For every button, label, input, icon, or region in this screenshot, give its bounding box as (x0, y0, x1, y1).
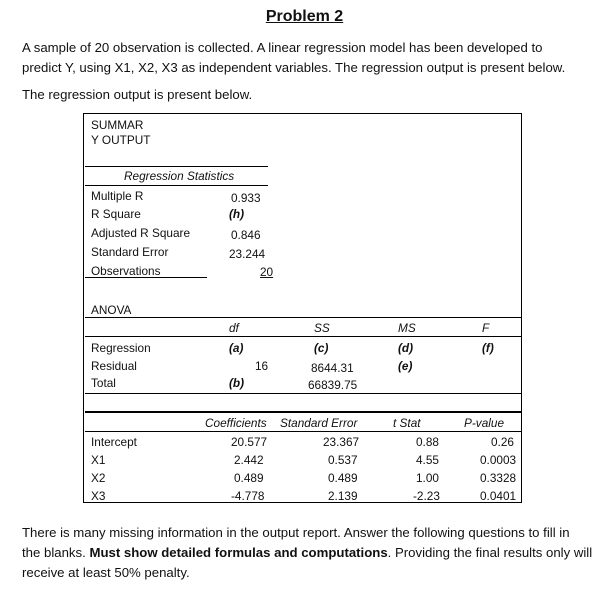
regstats-label-r-square: R Square (91, 207, 141, 221)
regstats-label-observations: Observations (91, 264, 161, 278)
anova-row-regression-df: (a) (229, 341, 244, 355)
regstats-value-std-error: 23.244 (229, 247, 266, 261)
coef-row-x1-coef: 2.442 (234, 453, 264, 467)
regstats-label-std-error: Standard Error (91, 245, 169, 259)
footer-line-3: receive at least 50% penalty. (22, 565, 190, 580)
anova-label: ANOVA (91, 303, 132, 317)
intro-line-3: The regression output is present below. (22, 87, 253, 102)
regstats-header: Regression Statistics (124, 169, 235, 183)
coef-header-std-error: Standard Error (280, 416, 358, 430)
footer-line-1: There is many missing information in the output report. Answer the following questions to fill in (22, 525, 570, 540)
coef-header-t-stat: t Stat (393, 416, 421, 430)
regstats-value-observations: 20 (260, 265, 274, 279)
anova-row-residual-df: 16 (255, 359, 269, 373)
anova-row-regression-ms: (d) (398, 341, 414, 355)
anova-row-residual-label: Residual (91, 359, 137, 373)
regstats-label-multiple-r: Multiple R (91, 189, 144, 203)
regstats-value-adj-r-square: 0.846 (231, 228, 261, 242)
footer-line-2 (22, 543, 592, 563)
anova-row-residual-ms: (e) (398, 359, 413, 373)
anova-row-regression-label: Regression (91, 341, 151, 355)
anova-header-ss: SS (314, 321, 330, 335)
page-title: Problem 2 (265, 8, 344, 25)
summary-line-2: Y OUTPUT (91, 133, 151, 147)
coef-row-intercept-label: Intercept (91, 435, 137, 449)
footer-line-2-bold: Must show detailed formulas and computations (89, 545, 388, 560)
coef-row-x3-coef: -4.778 (231, 489, 265, 503)
regstats-top-line (85, 166, 268, 167)
coef-row-x2-se: 0.489 (328, 471, 358, 485)
coef-row-x3-label: X3 (91, 489, 106, 503)
anova-row-residual-ss: 8644.31 (311, 361, 354, 375)
footer-line-2-pre: the blanks. (22, 545, 90, 560)
coef-header-coefficients: Coefficients (205, 416, 267, 430)
regstats-header-line (85, 185, 268, 186)
coef-row-x1-label: X1 (91, 453, 106, 467)
coef-row-x3-p: 0.0401 (480, 489, 517, 503)
coef-row-x3-t: -2.23 (413, 489, 440, 503)
intro-line-2: predict Y, using X1, X2, X3 as independent variables. The regression output is present below. (22, 60, 566, 75)
coef-row-x1-t: 4.55 (416, 453, 439, 467)
coef-row-intercept-coef: 20.577 (231, 435, 268, 449)
anova-header-df: df (229, 321, 239, 335)
regstats-bottom-line (85, 277, 207, 278)
coef-header-p-value: P-value (464, 416, 504, 430)
coef-row-x1-p: 0.0003 (480, 453, 517, 467)
coef-top-line (85, 411, 522, 413)
coef-row-x2-coef: 0.489 (234, 471, 264, 485)
coef-row-intercept-se: 23.367 (323, 435, 360, 449)
coef-row-x1-se: 0.537 (328, 453, 358, 467)
coef-row-x2-p: 0.3328 (480, 471, 517, 485)
summary-line-1: SUMMAR (91, 118, 144, 132)
anova-bottom-line (85, 393, 522, 394)
regstats-label-adj-r-square: Adjusted R Square (91, 226, 191, 240)
coef-row-intercept-p: 0.26 (491, 435, 514, 449)
anova-row-regression-ss: (c) (314, 341, 329, 355)
anova-header-f: F (482, 321, 490, 335)
coef-row-x3-se: 2.139 (328, 489, 358, 503)
anova-header-line (85, 336, 522, 337)
coef-row-x2-t: 1.00 (416, 471, 439, 485)
intro-line-1: A sample of 20 observation is collected. A linear regression model has been developed to (22, 40, 543, 55)
anova-row-total-df: (b) (229, 376, 245, 390)
footer-line-2-post: . Providing the final results only will (387, 545, 593, 560)
regstats-value-r-square: (h) (229, 207, 245, 221)
coef-header-line (85, 431, 522, 432)
anova-row-regression-f: (f) (482, 341, 494, 355)
regstats-value-multiple-r: 0.933 (231, 191, 261, 205)
regression-output-table (83, 113, 522, 503)
anova-top-line (85, 317, 522, 318)
coef-row-x2-label: X2 (91, 471, 106, 485)
coef-row-intercept-t: 0.88 (416, 435, 439, 449)
anova-header-ms: MS (398, 321, 416, 335)
anova-row-total-label: Total (91, 376, 116, 390)
anova-row-total-ss: 66839.75 (308, 378, 358, 392)
